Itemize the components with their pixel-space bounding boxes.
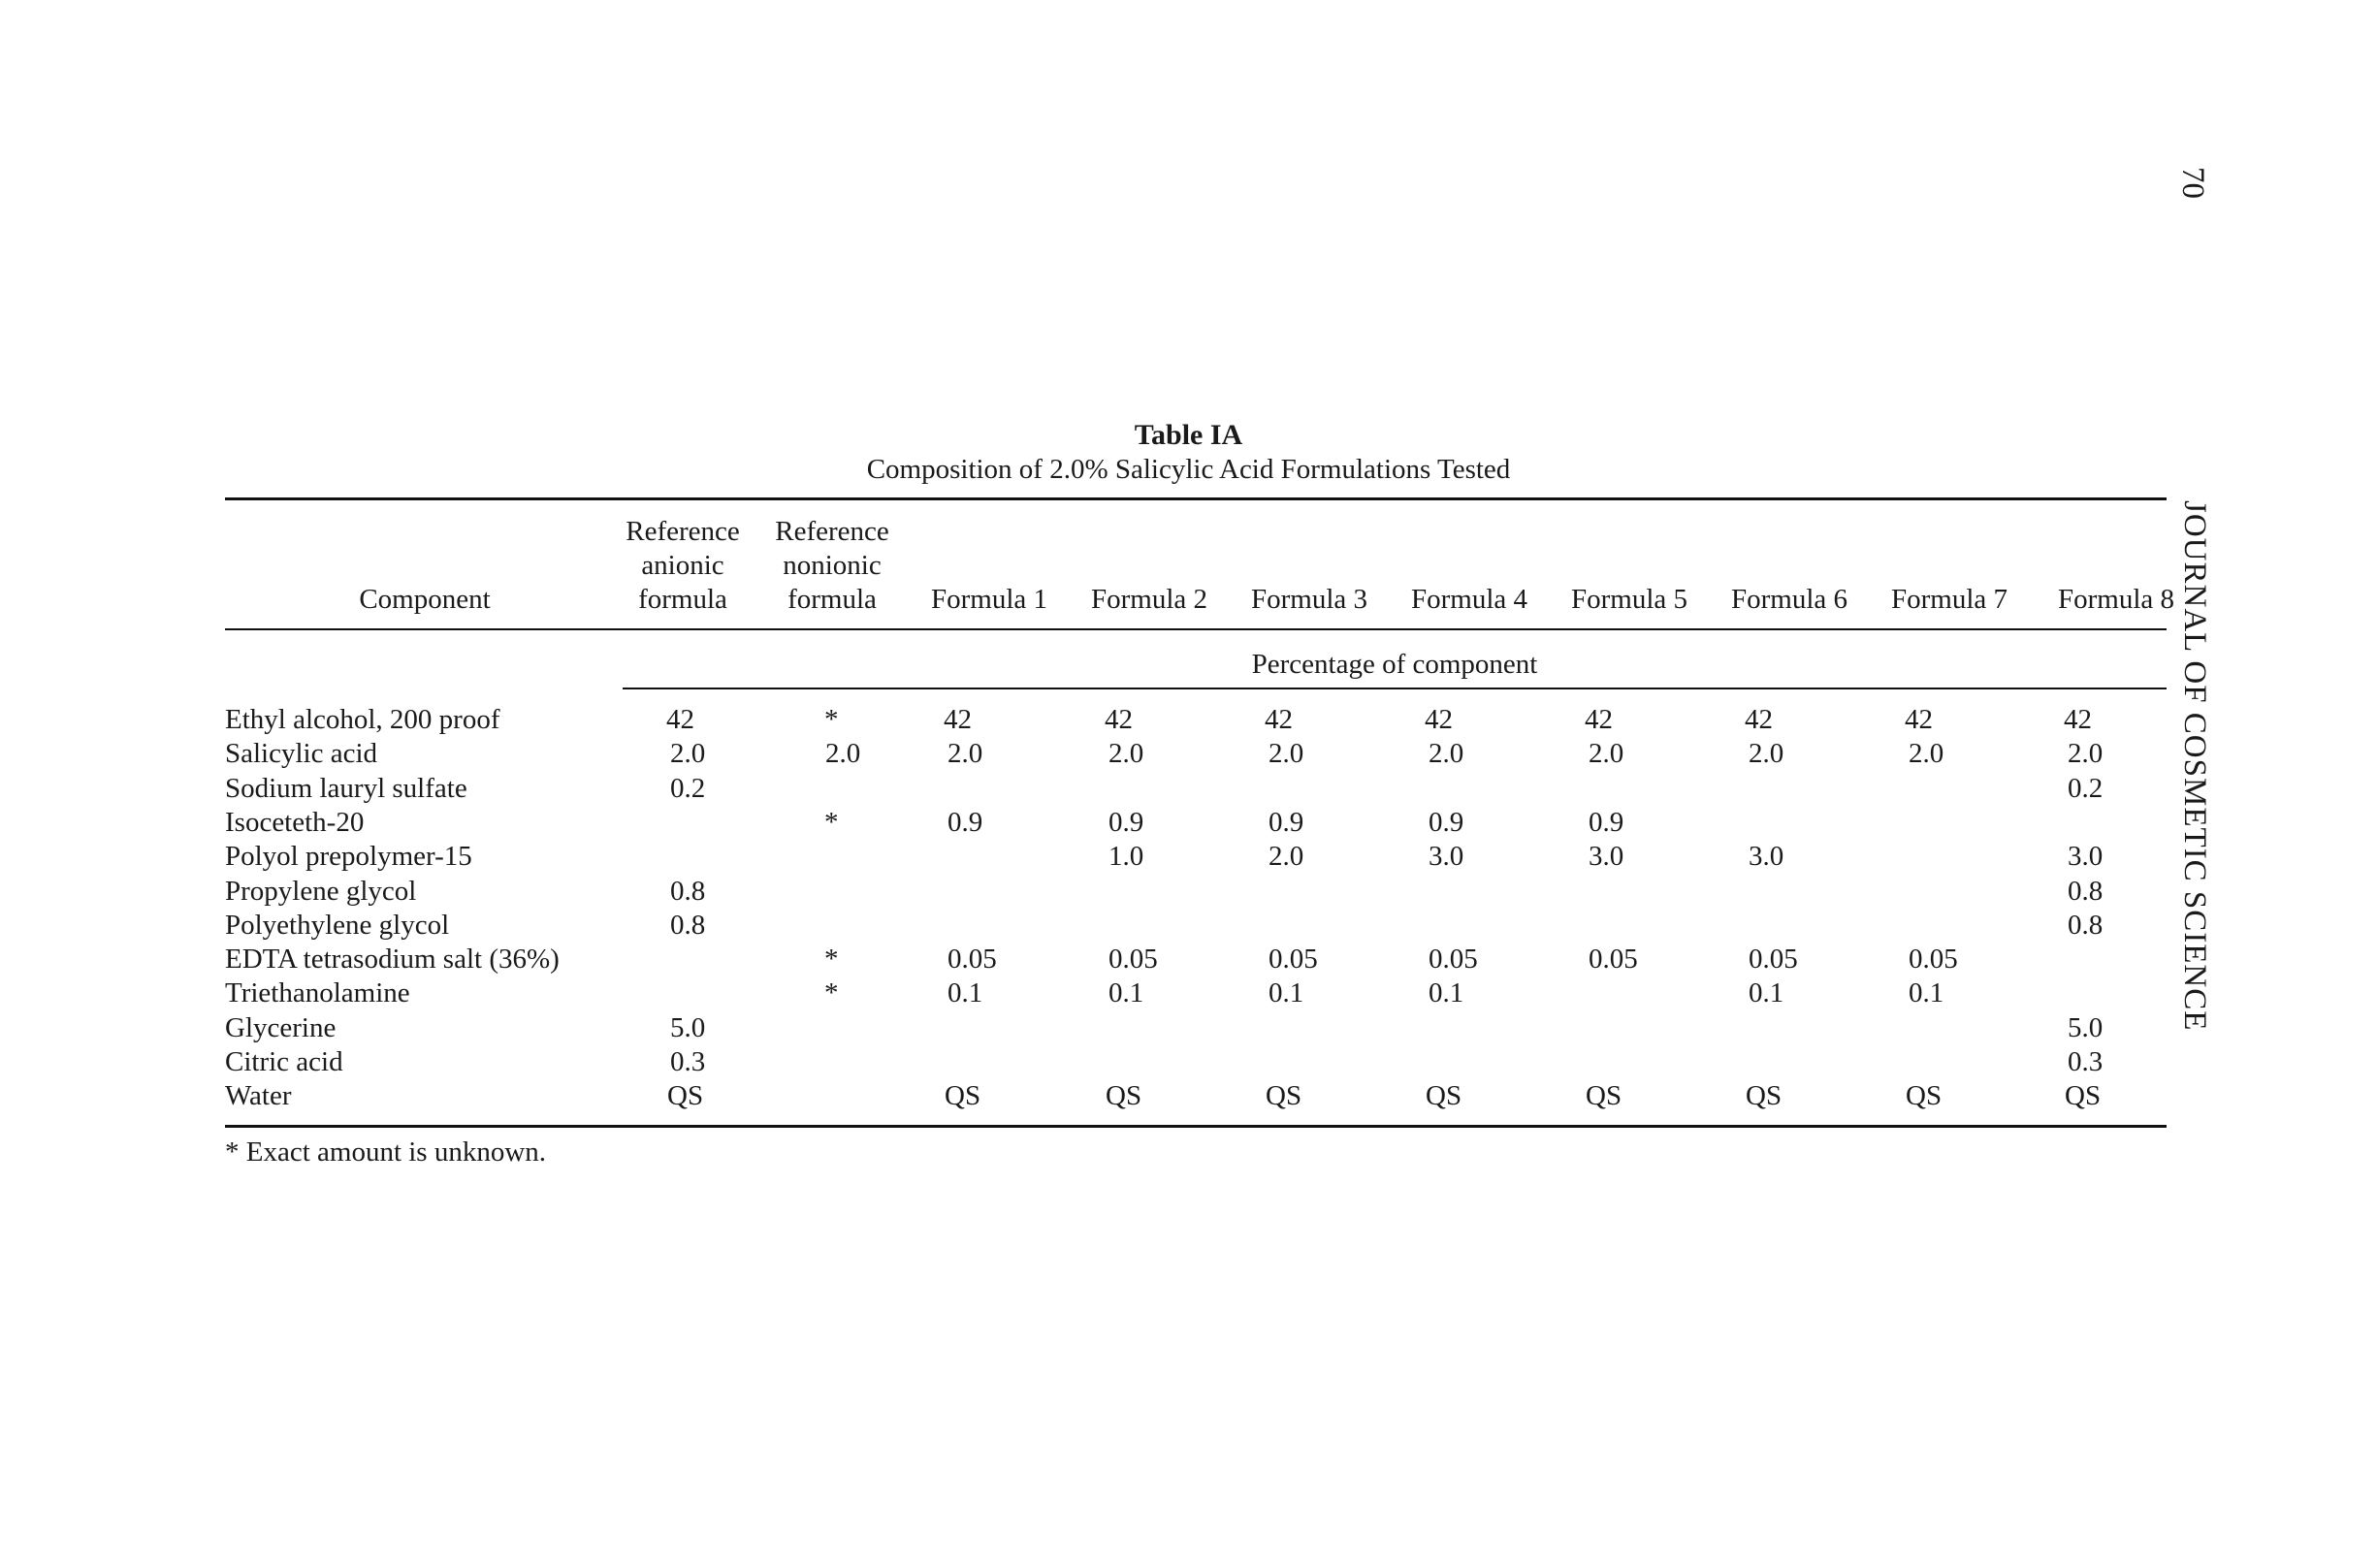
table-cell: 0.05 bbox=[1269, 944, 1318, 976]
table-cell: 0.1 bbox=[1429, 977, 1464, 1009]
table-cell: 5.0 bbox=[670, 1011, 706, 1043]
table-cell: 0.9 bbox=[1269, 806, 1304, 838]
header-rule bbox=[225, 628, 2167, 630]
column-header bbox=[1397, 583, 1542, 617]
table-cell: 2.0 bbox=[825, 738, 861, 770]
row-label: Polyol prepolymer-15 bbox=[225, 841, 472, 873]
column-header bbox=[1557, 583, 1702, 617]
table-cell: QS bbox=[1426, 1080, 1462, 1112]
table-cell: QS bbox=[1266, 1080, 1302, 1112]
column-header-line: Formula 8 bbox=[2057, 584, 2175, 615]
table-cell: QS bbox=[667, 1080, 704, 1112]
table-cell: QS bbox=[1586, 1080, 1622, 1112]
column-header bbox=[1076, 583, 1222, 617]
top-rule bbox=[225, 497, 2167, 500]
table-cell: QS bbox=[2065, 1080, 2102, 1112]
table-cell: * bbox=[824, 704, 839, 735]
table-cell: 0.8 bbox=[2068, 875, 2104, 907]
spanner-rule bbox=[623, 688, 2167, 689]
table-cell: 2.0 bbox=[1749, 738, 1784, 770]
table-cell: 42 bbox=[1265, 704, 1293, 735]
column-header-line: anionic bbox=[641, 550, 724, 581]
table-cell: 0.8 bbox=[670, 909, 706, 941]
table-subtitle: Composition of 2.0% Salicylic Acid Formulations Tested bbox=[866, 454, 1511, 485]
table-cell: * bbox=[824, 944, 839, 976]
table-cell: 0.05 bbox=[948, 944, 997, 976]
table-cell: 42 bbox=[1425, 704, 1453, 735]
table-cell: 0.1 bbox=[1108, 977, 1144, 1009]
table-cell: 42 bbox=[944, 704, 972, 735]
table-cell: 0.9 bbox=[1589, 806, 1624, 838]
table-cell: 2.0 bbox=[1589, 738, 1624, 770]
row-label: Ethyl alcohol, 200 proof bbox=[225, 704, 500, 735]
table-cell: 0.1 bbox=[1909, 977, 1944, 1009]
row-label: Citric acid bbox=[225, 1046, 343, 1077]
row-label: Water bbox=[225, 1080, 292, 1112]
table-cell: 2.0 bbox=[1429, 738, 1464, 770]
table-cell: 0.9 bbox=[948, 806, 983, 838]
column-header-line: Formula 7 bbox=[1890, 584, 2008, 615]
table-cell: 42 bbox=[1745, 704, 1773, 735]
table-cell: 0.1 bbox=[1749, 977, 1784, 1009]
bottom-rule bbox=[225, 1125, 2167, 1128]
column-header-line: Formula 2 bbox=[1090, 584, 1208, 615]
column-header bbox=[1237, 583, 1382, 617]
table-cell: 42 bbox=[1905, 704, 1933, 735]
row-label: Sodium lauryl sulfate bbox=[225, 772, 467, 804]
table-cell: 3.0 bbox=[2068, 841, 2104, 873]
column-header-line: Formula 5 bbox=[1570, 584, 1688, 615]
table-cell: 5.0 bbox=[2068, 1011, 2104, 1043]
table-cell: 0.8 bbox=[2068, 909, 2104, 941]
table-cell: 2.0 bbox=[1269, 738, 1304, 770]
table-cell: 2.0 bbox=[948, 738, 983, 770]
table-cell: 3.0 bbox=[1589, 841, 1624, 873]
column-header bbox=[2043, 583, 2189, 617]
page-number: 70 bbox=[2175, 167, 2210, 199]
column-header-line: formula bbox=[787, 584, 877, 615]
row-label: Triethanolamine bbox=[225, 977, 410, 1009]
table-cell: 0.2 bbox=[2068, 772, 2104, 804]
component-header: Component bbox=[359, 584, 491, 615]
table-cell: QS bbox=[945, 1080, 981, 1112]
table-cell: QS bbox=[1906, 1080, 1943, 1112]
table-cell: * bbox=[824, 977, 839, 1009]
table-cell: 42 bbox=[1105, 704, 1133, 735]
table-cell: 0.3 bbox=[670, 1046, 706, 1077]
row-label: Isoceteth-20 bbox=[225, 806, 365, 838]
table-cell: QS bbox=[1106, 1080, 1142, 1112]
column-header bbox=[1877, 583, 2022, 617]
column-header bbox=[610, 515, 755, 617]
table-title: Table IA bbox=[1134, 419, 1243, 451]
running-head: JOURNAL OF COSMETIC SCIENCE bbox=[2177, 500, 2212, 1032]
column-header bbox=[759, 515, 905, 617]
table-cell: 42 bbox=[2064, 704, 2092, 735]
table-cell: 0.05 bbox=[1429, 944, 1478, 976]
column-header bbox=[1717, 583, 1862, 617]
spanner-label: Percentage of component bbox=[1251, 649, 1538, 680]
table-cell: 0.2 bbox=[670, 772, 706, 804]
table-cell: 42 bbox=[666, 704, 694, 735]
column-header-line: Formula 3 bbox=[1250, 584, 1368, 615]
table-cell: QS bbox=[1746, 1080, 1783, 1112]
column-header-line: Reference bbox=[775, 516, 889, 547]
table-cell: 42 bbox=[1585, 704, 1613, 735]
table-cell: 2.0 bbox=[1108, 738, 1144, 770]
table-cell: 0.05 bbox=[1909, 944, 1958, 976]
table-cell: 0.1 bbox=[1269, 977, 1304, 1009]
table-cell: 1.0 bbox=[1108, 841, 1144, 873]
column-header-line: Formula 4 bbox=[1410, 584, 1528, 615]
table-cell: 2.0 bbox=[1909, 738, 1944, 770]
row-label: Salicylic acid bbox=[225, 738, 378, 770]
table-cell: 0.9 bbox=[1108, 806, 1144, 838]
table-cell: 2.0 bbox=[1269, 841, 1304, 873]
table-cell: 2.0 bbox=[2068, 738, 2104, 770]
column-header-line: Formula 6 bbox=[1730, 584, 1848, 615]
table-cell: 3.0 bbox=[1749, 841, 1784, 873]
table-cell: 0.9 bbox=[1429, 806, 1464, 838]
column-header-line: Formula 1 bbox=[930, 584, 1048, 615]
table-cell: 0.05 bbox=[1589, 944, 1638, 976]
table-cell: * bbox=[824, 806, 839, 838]
row-label: EDTA tetrasodium salt (36%) bbox=[225, 944, 560, 976]
table-cell: 3.0 bbox=[1429, 841, 1464, 873]
table-cell: 0.05 bbox=[1749, 944, 1798, 976]
table-cell: 0.3 bbox=[2068, 1046, 2104, 1077]
footnote: * Exact amount is unknown. bbox=[225, 1136, 547, 1168]
table-cell: 0.1 bbox=[948, 977, 983, 1009]
row-label: Glycerine bbox=[225, 1011, 337, 1043]
table-cell: 0.8 bbox=[670, 875, 706, 907]
column-header-line: nonionic bbox=[783, 550, 882, 581]
row-label: Propylene glycol bbox=[225, 875, 417, 907]
table-cell: 2.0 bbox=[670, 738, 706, 770]
table-cell: 0.05 bbox=[1108, 944, 1158, 976]
row-label: Polyethylene glycol bbox=[225, 909, 450, 941]
column-header-line: Reference bbox=[626, 516, 740, 547]
column-header-line: formula bbox=[638, 584, 727, 615]
column-header bbox=[916, 583, 1062, 617]
